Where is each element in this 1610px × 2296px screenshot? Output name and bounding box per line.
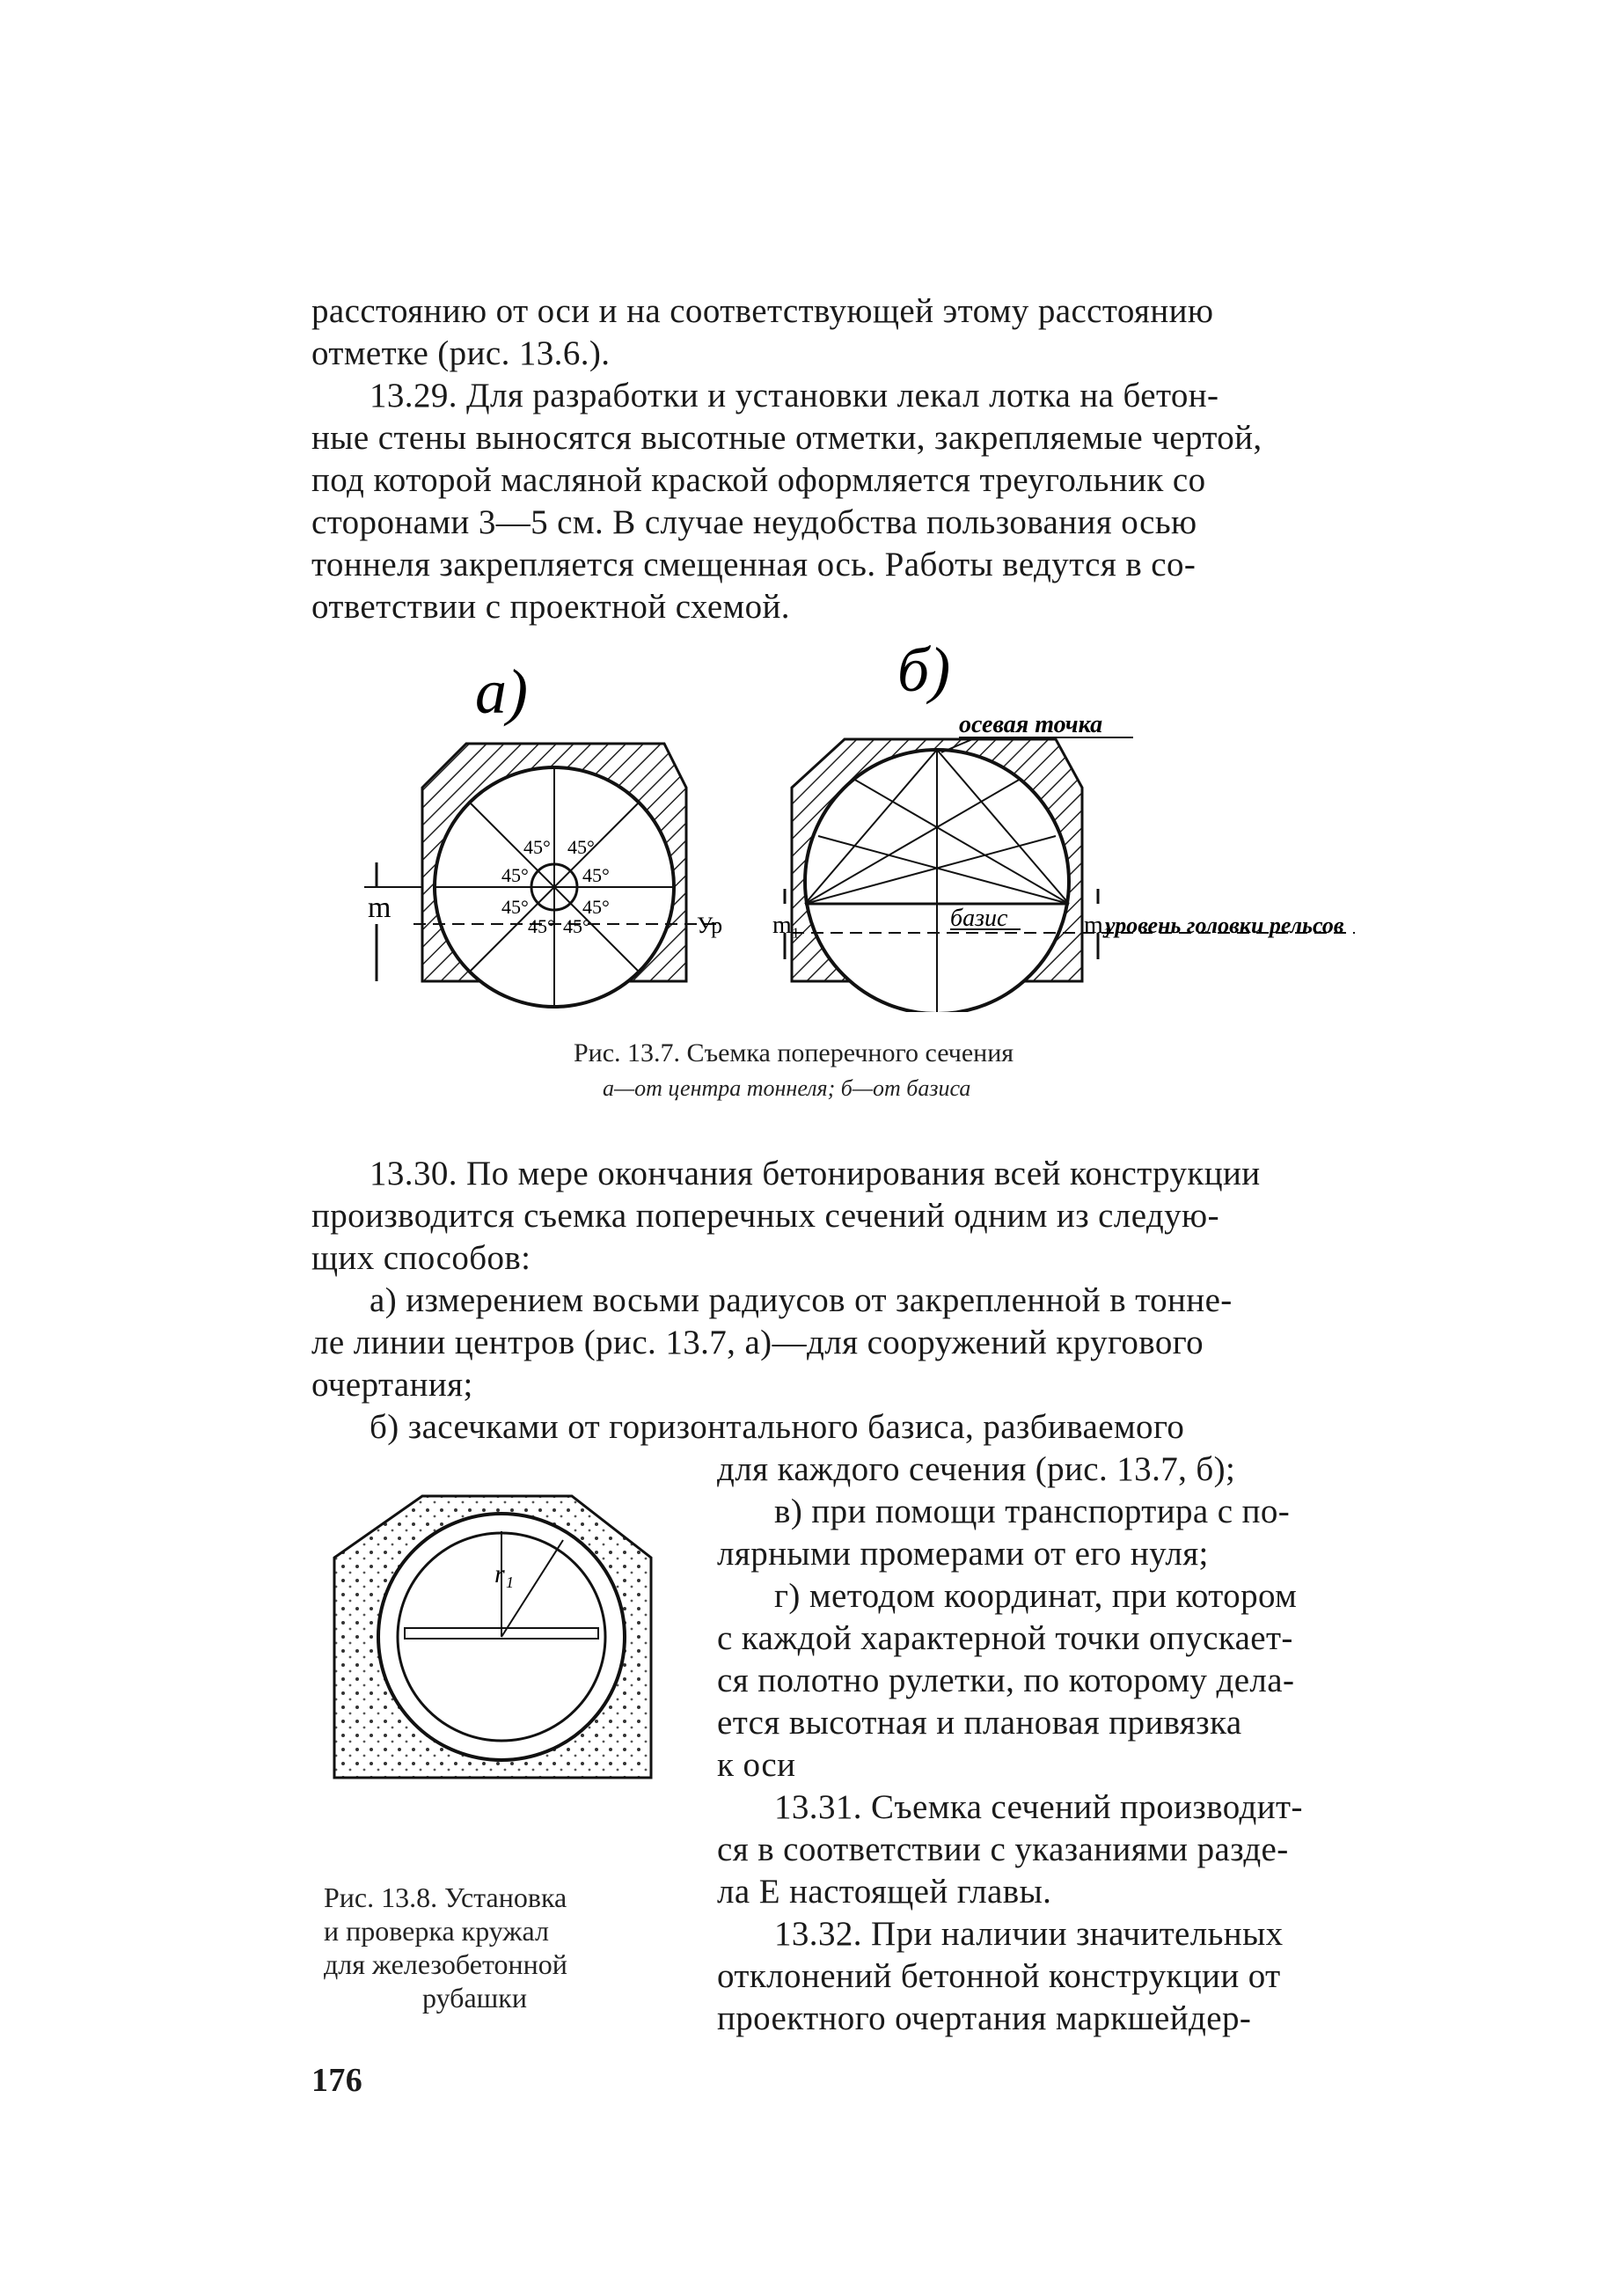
text-line: тоннеля закрепляется смещенная ось. Работы ведутся в со- (311, 546, 1197, 583)
text-line: проектного очертания маркшейдер- (717, 1999, 1252, 2037)
svg-text:45°: 45° (582, 896, 610, 918)
text-line: ся полотно рулетки, по которому дела- (717, 1661, 1295, 1699)
rail-level-label: уровень головки рельсов (1105, 913, 1344, 938)
fig-13-8-caption: рубашки (422, 1982, 527, 2014)
m-label: m (368, 891, 392, 924)
section-a (364, 744, 722, 1007)
text-line: расстоянию от оси и на соответствующей этому расстоянию (311, 292, 1214, 330)
text-line: 13.31. Съемка сечений производит- (774, 1788, 1303, 1826)
text-line: для каждого сечения (рис. 13.7, б); (717, 1450, 1236, 1488)
text-line: ответствии с проектной схемой. (311, 588, 790, 626)
figure-13-8 (326, 1478, 660, 1795)
text-line: а) измерением восьми радиусов от закрепленной в тонне- (370, 1281, 1233, 1319)
svg-text:45°: 45° (582, 864, 610, 886)
text-line: б) засечками от горизонтального базиса, разбиваемого (370, 1408, 1185, 1446)
svg-text:45°: 45° (501, 864, 529, 886)
svg-text:45°: 45° (563, 915, 590, 937)
fig-13-7-subcaption: а—от центра тоннеля; б—от базиса (603, 1075, 971, 1101)
text-line: 13.30. По мере окончания бетонирования всей конструкции (370, 1155, 1261, 1192)
svg-text:45°: 45° (523, 836, 551, 858)
text-line: сторонами 3—5 см. В случае неудобства пользования осью (311, 503, 1197, 541)
text-line: лярными промерами от его нуля; (717, 1535, 1209, 1573)
text-line: с каждой характерной точки опускает- (717, 1619, 1293, 1657)
text-line: под которой масляной краской оформляется треугольник со (311, 461, 1206, 499)
text-line: ся в соответствии с указаниями разде- (717, 1830, 1289, 1868)
fig-13-8-caption: Рис. 13.8. Установка (324, 1882, 567, 1913)
text-line: ные стены выносятся высотные отметки, закрепляемые чертой, (311, 419, 1262, 457)
text-line: щих способов: (311, 1239, 531, 1277)
basis-label: базис (950, 905, 1008, 932)
text-line: г) методом координат, при котором (774, 1577, 1298, 1615)
page-number: 176 (311, 2062, 363, 2099)
text-line: в) при помощи транспортира с по- (774, 1493, 1291, 1530)
section-b (772, 711, 1355, 1012)
svg-text:m₁: m₁ (1084, 912, 1112, 939)
text-line: очертания; (311, 1366, 473, 1404)
svg-text:45°: 45° (567, 836, 595, 858)
text-line: ле линии центров (рис. 13.7, а)—для сооружений кругового (311, 1324, 1204, 1361)
fig-13-8-caption: для железобетонной (324, 1948, 567, 1980)
svg-text:45°: 45° (501, 896, 529, 918)
text-line: ла Е настоящей главы. (717, 1873, 1052, 1911)
radius-label: r₁ (494, 1559, 515, 1588)
text-line: к оси (717, 1746, 796, 1784)
axis-point-label: осевая точка (959, 711, 1103, 738)
figure-13-7 (352, 634, 1390, 1012)
fig-label-b: б) (897, 635, 951, 705)
fig-13-7-caption: Рис. 13.7. Съемка поперечного сечения (574, 1038, 1014, 1067)
fig-13-8-caption: и проверка кружал (324, 1915, 549, 1947)
text-line: отклонений бетонной конструкции от (717, 1957, 1281, 1995)
text-line: производится съемка поперечных сечений одним из следую- (311, 1197, 1219, 1235)
text-line: ется высотная и плановая привязка (717, 1704, 1242, 1742)
svg-text:Ур: Ур (697, 913, 723, 938)
text-line: 13.29. Для разработки и установки лекал лотка на бетон- (370, 377, 1219, 414)
text-line: отметке (рис. 13.6.). (311, 334, 611, 372)
text-line: 13.32. При наличии значительных (774, 1915, 1284, 1953)
fig-label-a: а) (475, 657, 528, 727)
svg-text:m₁: m₁ (772, 912, 801, 939)
svg-text:45°: 45° (528, 915, 555, 937)
